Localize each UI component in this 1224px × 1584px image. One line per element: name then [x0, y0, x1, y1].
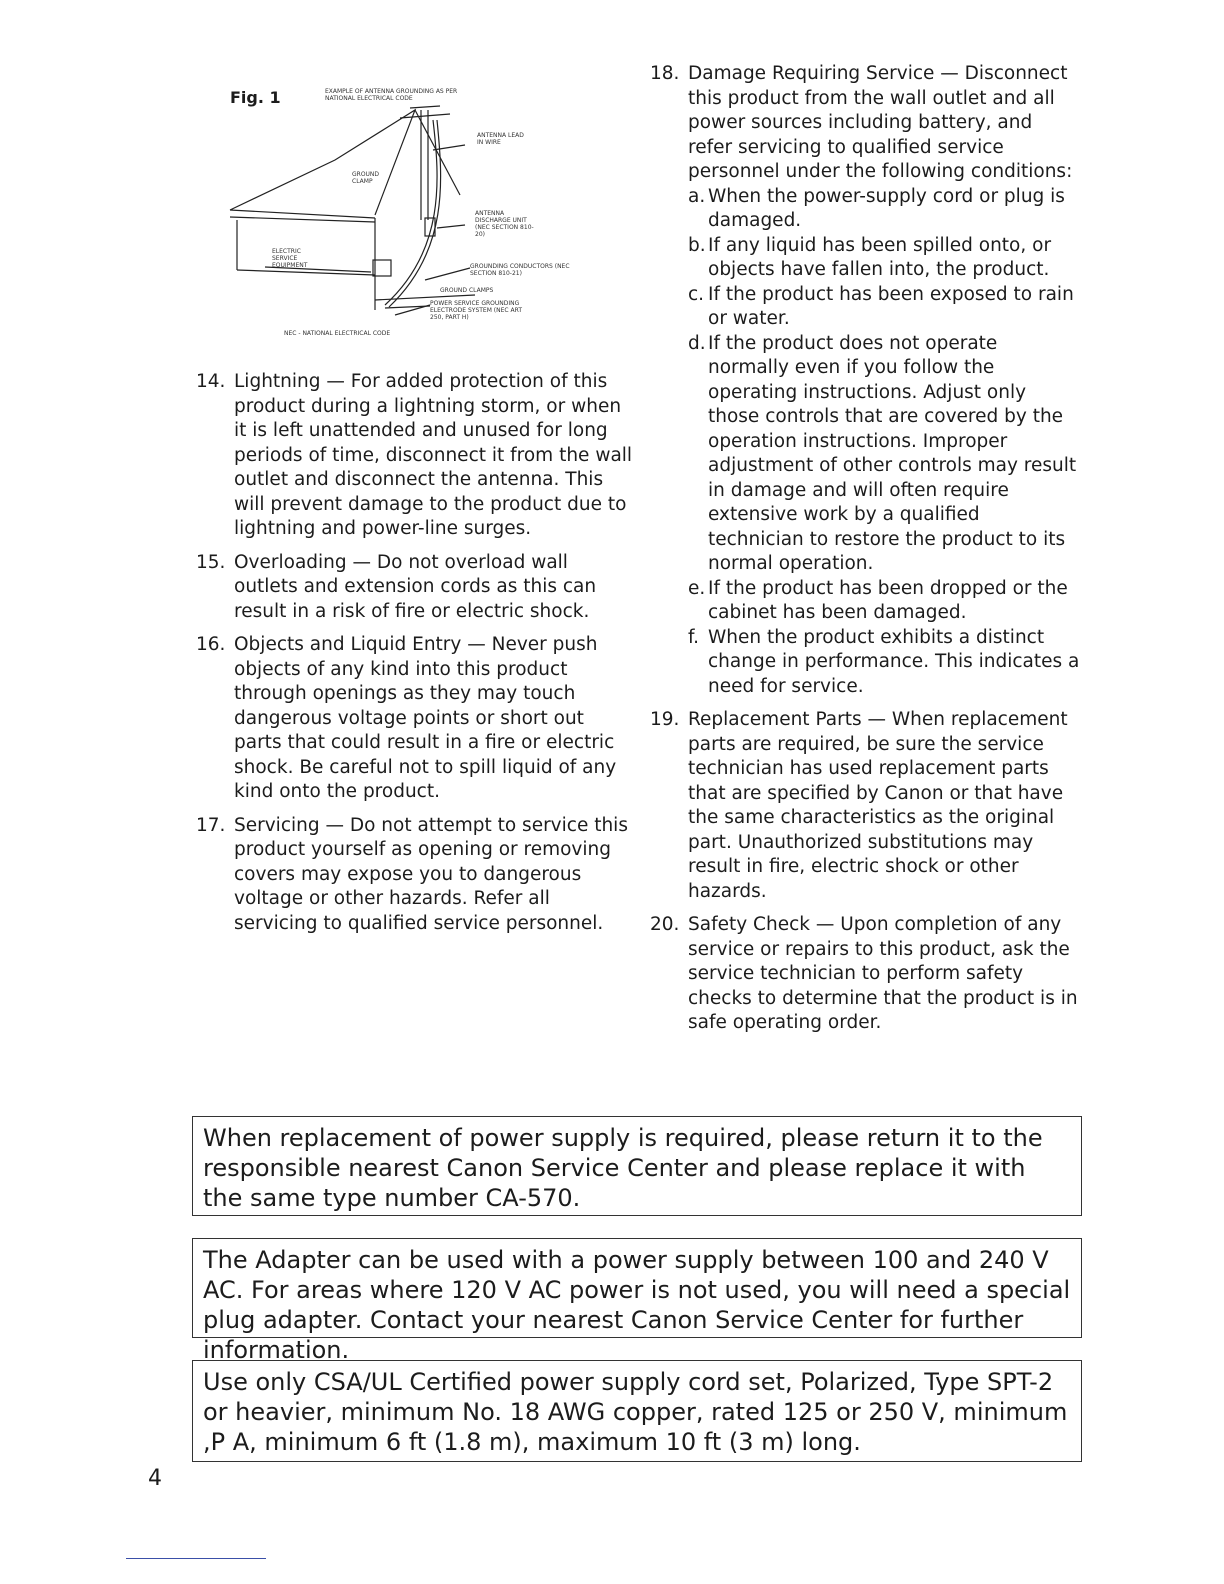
item-number: 20. [650, 914, 680, 935]
sub-item-e [688, 577, 1080, 626]
sub-item-b [688, 234, 1080, 283]
right-column [650, 62, 1080, 1045]
footer-rule [126, 1558, 266, 1559]
sub-item-c [688, 283, 1080, 332]
sub-item-text: When the product exhibits a distinct change in performance. This indicates a need for service. [708, 626, 1080, 697]
sub-item-text: When the power-supply cord or plug is damaged. [708, 185, 1065, 231]
sub-item-letter: f. [688, 626, 700, 648]
callout-electric-service: ELECTRIC SERVICE EQUIPMENT [272, 248, 308, 269]
item-text: Damage Requiring Service — Disconnect this product from the wall outlet and all power sources including battery, and refer servicing to qualified service personnel under the following conditions: [688, 63, 1073, 182]
sub-item-text: If the product has been dropped or the cabinet has been damaged. [708, 577, 1068, 623]
sub-item-text: If the product has been exposed to rain or water. [708, 283, 1074, 329]
item-text: Safety Check — Upon completion of any service or repairs to this product, ask the service technician to perform safety checks to determine that the product is in safe operating order. [688, 914, 1078, 1033]
item-number: 18. [650, 63, 680, 84]
callout-power-service: POWER SERVICE GROUNDING ELECTRODE SYSTEM (NEC ART 250, PART H) [430, 300, 523, 321]
list-item-19 [650, 708, 1080, 904]
item-number: 15. [196, 551, 226, 573]
left-column [196, 370, 636, 945]
sub-item-letter: a. [688, 185, 706, 207]
list-item-20 [650, 913, 1080, 1036]
figure-caption: EXAMPLE OF ANTENNA GROUNDING AS PER NATIONAL ELECTRICAL CODE [325, 88, 458, 102]
list-item-17 [196, 814, 636, 937]
sub-item-text: If the product does not operate normally even if you follow the operating instructions. Adjust only those controls that are covered by the operation instructions. Improper adjustment of other controls may result in damage and will often require extensive work by a qualified technician to restore the product to its normal operation. [708, 332, 1077, 574]
callout-grounding-conductors: GROUNDING CONDUCTORS (NEC SECTION 810-21) [470, 263, 570, 277]
list-item-18 [650, 62, 1080, 699]
sub-item-a [688, 185, 1080, 234]
item-number: 19. [650, 709, 680, 730]
callout-ground-clamp: GROUND CLAMP [352, 171, 380, 185]
notice-power-supply-replacement: When replacement of power supply is required, please return it to the responsible nearest Canon Service Center and please replace it with the same type number CA-570. [192, 1116, 1082, 1216]
item-text: Objects and Liquid Entry — Never push objects of any kind into this product through openings as they may touch dangerous voltage points or short out parts that could result in a fire or electric shock. Be careful not to spill liquid of any kind onto the product. [234, 634, 617, 802]
sub-item-text: If any liquid has been spilled onto, or objects have fallen into, the product. [708, 234, 1052, 280]
item-text: Overloading — Do not overload wall outlets and extension cords as this can result in a risk of fire or electric shock. [234, 551, 597, 622]
sub-item-f [688, 626, 1080, 700]
item-text: Replacement Parts — When replacement parts are required, be sure the service technician has used replacement parts that are specified by Canon or that have the same characteristics as the original part. Unauthorized substitutions may result in fire, electric shock or other hazards. [688, 709, 1068, 902]
callout-ground-clamps: GROUND CLAMPS [440, 287, 494, 294]
notice-cord-set: Use only CSA/UL Certified power supply cord set, Polarized, Type SPT-2 or heavier, minimum No. 18 AWG copper, rated 125 or 250 V, minimum ,P A, minimum 6 ft (1.8 m), maximum 10 ft (3 m) long. [192, 1360, 1082, 1462]
item-text: Lightning — For added protection of this product during a lightning storm, or when it is left unattended and unused for long periods of time, disconnect it from the wall outlet and disconnect the antenna. This will prevent damage to the product due to lightning and power-line surges. [234, 371, 633, 539]
callout-antenna-lead-in: ANTENNA LEAD IN WIRE [477, 132, 524, 146]
nec-note: NEC - NATIONAL ELECTRICAL CODE [284, 330, 391, 337]
item-number: 17. [196, 814, 226, 836]
sub-item-letter: e. [688, 577, 706, 599]
sub-item-letter: d. [688, 332, 706, 354]
sub-item-letter: b. [688, 234, 706, 256]
item-number: 14. [196, 371, 226, 392]
callout-antenna-discharge: ANTENNA DISCHARGE UNIT (NEC SECTION 810-20) [475, 210, 534, 238]
list-item-16 [196, 633, 636, 805]
sub-item-d [688, 332, 1080, 577]
sub-item-letter: c. [688, 283, 705, 305]
item-number: 16. [196, 634, 226, 655]
notice-adapter-voltage: The Adapter can be used with a power supply between 100 and 240 V AC. For areas where 120 V AC power is not used, you will need a special plug adapter. Contact your nearest Canon Service Center for further information. [192, 1238, 1082, 1338]
item-text: Servicing — Do not attempt to service this product yourself as opening or removing covers may expose you to dangerous voltage or other hazards. Refer all servicing to qualified service personnel. [234, 814, 628, 934]
page-number: 4 [148, 1466, 162, 1491]
figure-label: Fig. 1 [230, 88, 281, 107]
list-item-15 [196, 551, 636, 625]
list-item-14 [196, 370, 636, 542]
